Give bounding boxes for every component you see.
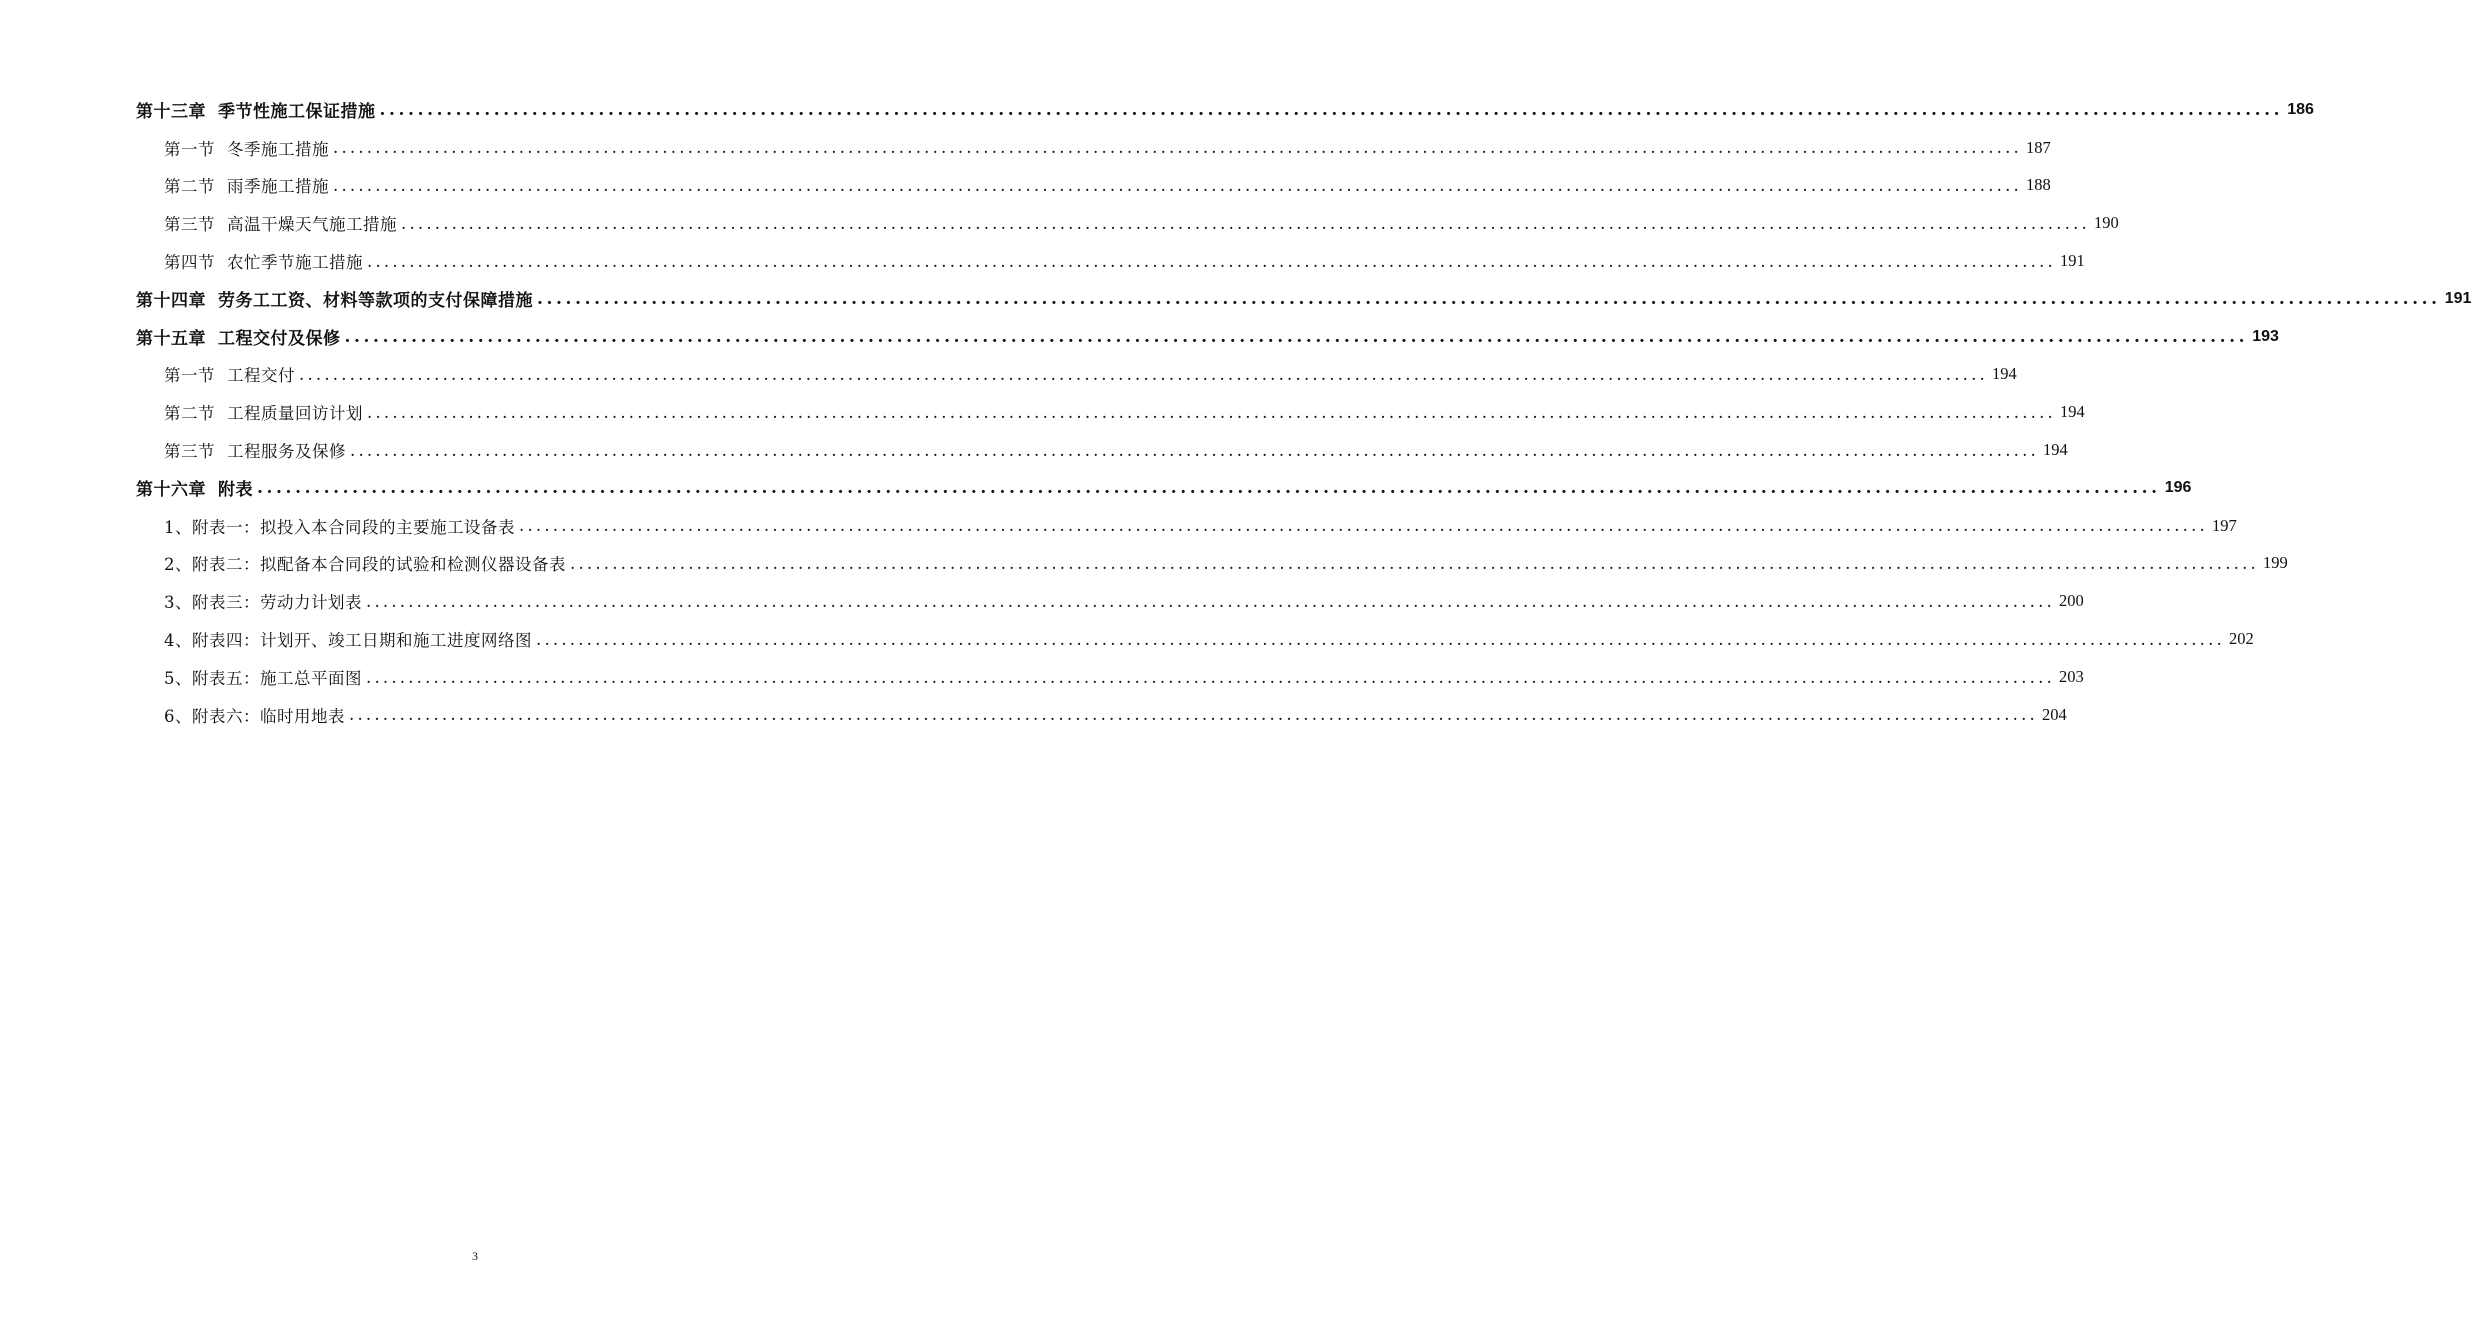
toc-entry-title xyxy=(164,703,345,727)
toc-page-number: 197 xyxy=(2211,515,2237,535)
page-footer-number: 3 xyxy=(472,1249,478,1263)
toc-entry-title xyxy=(164,249,363,273)
toc-entry-number: 第一节 xyxy=(164,366,215,386)
dot-leader: ........................................................................................................................................................................................................ xyxy=(537,289,2441,310)
toc-appendix-5[interactable] xyxy=(0,658,2084,696)
dot-leader: ........................................................................................................................................................................................................ xyxy=(367,403,2056,423)
dot-leader: ........................................................................................................................................................................................................ xyxy=(570,554,2259,574)
toc-entry-title xyxy=(136,97,376,122)
toc-page-number: 193 xyxy=(2252,327,2279,345)
toc-appendix-4[interactable] xyxy=(0,620,2254,658)
toc-chapter-14[interactable] xyxy=(0,280,2471,318)
toc-entry-title xyxy=(164,211,397,235)
toc-entry-text: 4、附表四：计划开、竣工日期和施工进度网络图 xyxy=(164,631,532,651)
toc-section-13-2[interactable] xyxy=(0,167,2051,205)
dot-leader: ........................................................................................................................................................................................................ xyxy=(299,365,1988,385)
toc-entry-title xyxy=(164,173,329,197)
toc-chapter-13[interactable] xyxy=(0,91,2314,129)
toc-section-15-2[interactable] xyxy=(0,393,2085,431)
dot-leader: ........................................................................................................................................................................................................ xyxy=(366,592,2055,611)
toc-appendix-2[interactable] xyxy=(0,545,2288,583)
toc-appendix-1[interactable] xyxy=(0,507,2237,545)
dot-leader: ........................................................................................................................................................................................................ xyxy=(257,478,2161,499)
toc-entry-text: 工程质量回访计划 xyxy=(227,404,363,424)
toc-section-13-3[interactable] xyxy=(0,204,2119,242)
toc-entry-number: 第十五章 xyxy=(136,329,206,350)
toc-section-13-4[interactable] xyxy=(0,242,2085,280)
toc-entry-title xyxy=(164,514,515,538)
toc-entry-text: 5、附表五：施工总平面图 xyxy=(164,668,362,688)
dot-leader: ........................................................................................................................................................................................................ xyxy=(367,251,2056,271)
toc-page-number: 203 xyxy=(2058,666,2084,686)
toc-chapter-16[interactable] xyxy=(0,469,2192,507)
toc-entry-title xyxy=(164,362,295,386)
toc-entry-title xyxy=(164,438,346,462)
dot-leader: ........................................................................................................................................................................................................ xyxy=(349,705,2038,725)
toc-section-15-1[interactable] xyxy=(0,356,2017,394)
toc-section-13-1[interactable] xyxy=(0,129,2051,167)
toc-entry-text: 冬季施工措施 xyxy=(227,139,329,159)
toc-entry-text: 附表 xyxy=(218,480,253,501)
toc-page-number: 191 xyxy=(2444,289,2471,307)
toc-entry-title xyxy=(136,286,533,311)
toc-entry-text: 季节性施工保证措施 xyxy=(218,102,376,123)
toc-page-number: 194 xyxy=(2059,402,2085,422)
toc-entry-title xyxy=(164,589,362,613)
toc-entry-number: 第二节 xyxy=(164,177,215,197)
toc-entry-title xyxy=(164,551,566,575)
toc-entry-text: 工程交付及保修 xyxy=(218,329,341,350)
dot-leader: ........................................................................................................................................................................................................ xyxy=(379,100,2284,121)
toc-entry-text: 工程交付 xyxy=(227,366,295,386)
toc-page-number: 194 xyxy=(1991,364,2017,384)
dot-leader: ........................................................................................................................................................................................................ xyxy=(536,629,2225,649)
toc-appendix-3[interactable] xyxy=(0,582,2084,620)
toc-entry-text: 雨季施工措施 xyxy=(227,177,329,197)
toc-page-number: 194 xyxy=(2042,440,2068,460)
toc-chapter-15[interactable] xyxy=(0,318,2279,356)
toc-entry-title xyxy=(164,665,362,689)
toc-entry-text: 农忙季节施工措施 xyxy=(227,253,363,273)
toc-entry-text: 高温干燥天气施工措施 xyxy=(227,215,397,235)
toc-entry-title xyxy=(164,627,532,651)
dot-leader: ........................................................................................................................................................................................................ xyxy=(333,138,2022,158)
toc-page-number: 199 xyxy=(2262,553,2288,573)
toc-entry-text: 6、附表六：临时用地表 xyxy=(164,706,345,726)
toc-page-number: 196 xyxy=(2164,478,2192,496)
toc-entry-text: 3、附表三：劳动力计划表 xyxy=(164,593,362,613)
toc-entry-title xyxy=(136,324,341,349)
toc-entry-title xyxy=(164,136,329,160)
toc-entry-number: 第四节 xyxy=(164,253,215,273)
toc-entry-number: 第十三章 xyxy=(136,102,206,123)
toc-page-number: 191 xyxy=(2059,251,2085,271)
toc-entry-number: 第一节 xyxy=(164,139,215,159)
toc-entry-number: 第十四章 xyxy=(136,291,206,312)
toc-page-number: 188 xyxy=(2025,175,2051,195)
dot-leader: ........................................................................................................................................................................................................ xyxy=(519,516,2208,536)
toc-entry-title xyxy=(164,400,363,424)
toc-entry-text: 2、附表二：拟配备本合同段的试验和检测仪器设备表 xyxy=(164,555,566,575)
dot-leader: ........................................................................................................................................................................................................ xyxy=(366,667,2055,687)
toc-appendix-6[interactable] xyxy=(0,696,2067,734)
toc-entry-text: 工程服务及保修 xyxy=(227,442,346,462)
toc-entry-text: 1、附表一：拟投入本合同段的主要施工设备表 xyxy=(164,517,515,537)
toc-entry-title xyxy=(136,475,253,500)
dot-leader: ........................................................................................................................................................................................................ xyxy=(350,440,2039,460)
toc-entry-number: 第二节 xyxy=(164,404,215,424)
toc-entry-number: 第三节 xyxy=(164,215,215,235)
toc-page-number: 200 xyxy=(2058,591,2084,611)
toc-page-number: 187 xyxy=(2025,137,2051,157)
toc-section-15-3[interactable] xyxy=(0,431,2068,469)
toc-entry-text: 劳务工工资、材料等款项的支付保障措施 xyxy=(218,291,533,312)
dot-leader: ........................................................................................................................................................................................................ xyxy=(401,214,2090,234)
toc-page-number: 186 xyxy=(2287,100,2314,118)
dot-leader: ........................................................................................................................................................................................................ xyxy=(333,176,2022,196)
dot-leader: ........................................................................................................................................................................................................ xyxy=(344,327,2249,348)
toc-page-number: 204 xyxy=(2041,704,2067,724)
table-of-contents xyxy=(0,91,2471,734)
toc-page-number: 190 xyxy=(2093,213,2119,233)
toc-entry-number: 第十六章 xyxy=(136,480,206,501)
toc-entry-number: 第三节 xyxy=(164,442,215,462)
toc-page-number: 202 xyxy=(2228,629,2254,649)
